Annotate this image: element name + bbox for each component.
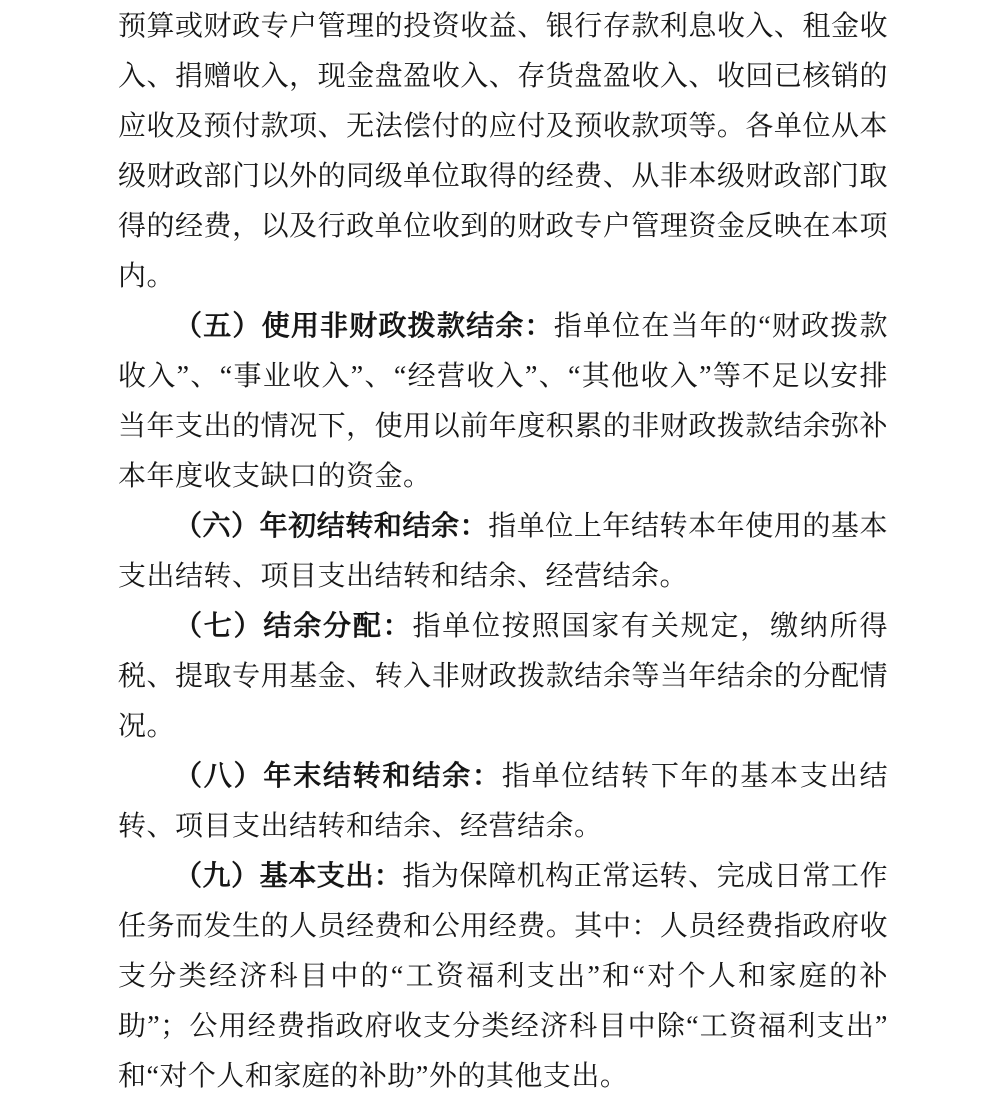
paragraph — [118, 2, 888, 302]
paragraph-lead: （九）基本支出： — [174, 861, 403, 892]
paragraph-lead: （七）结余分配： — [174, 611, 413, 642]
paragraph — [118, 852, 888, 1102]
paragraph-lead: （八）年末结转和结余： — [174, 761, 502, 792]
document-body — [118, 2, 888, 1102]
paragraph — [118, 502, 888, 602]
paragraph — [118, 602, 888, 752]
paragraph-text: 指单位按照国家有关规定，缴纳所得税、提取专用基金、转入非财政拨款结余等当年结余的分配情况。 — [118, 611, 888, 742]
paragraph-lead: （五）使用非财政拨款结余： — [174, 311, 554, 342]
paragraph-text: 指单位上年结转本年使用的基本支出结转、项目支出结转和结余、经营结余。 — [118, 511, 888, 592]
paragraph-text: 指单位在当年的“财政拨款收入”、“事业收入”、“经营收入”、“其他收入”等不足以安排当年支出的情况下，使用以前年度积累的非财政拨款结余弥补本年度收支缺口的资金。 — [118, 311, 888, 492]
paragraph-text: 指为保障机构正常运转、完成日常工作任务而发生的人员经费和公用经费。其中：人员经费指政府收支分类经济科目中的“工资福利支出”和“对个人和家庭的补助”；公用经费指政府收支分类经济科目中除“工资福利支出”和“对个人和家庭的补助”外的其他支出。 — [118, 861, 888, 1092]
paragraph-lead: （六）年初结转和结余： — [174, 511, 489, 542]
paragraph-text: 指单位结转下年的基本支出结转、项目支出结转和结余、经营结余。 — [118, 761, 888, 842]
paragraph — [118, 752, 888, 852]
paragraph-text: 预算或财政专户管理的投资收益、银行存款利息收入、租金收入、捐赠收入，现金盘盈收入、存货盘盈收入、收回已核销的应收及预付款项、无法偿付的应付及预收款项等。各单位从本级财政部门以外的同级单位取得的经费、从非本级财政部门取得的经费，以及行政单位收到的财政专户管理资金反映在本项内。 — [118, 11, 888, 292]
paragraph — [118, 302, 888, 502]
